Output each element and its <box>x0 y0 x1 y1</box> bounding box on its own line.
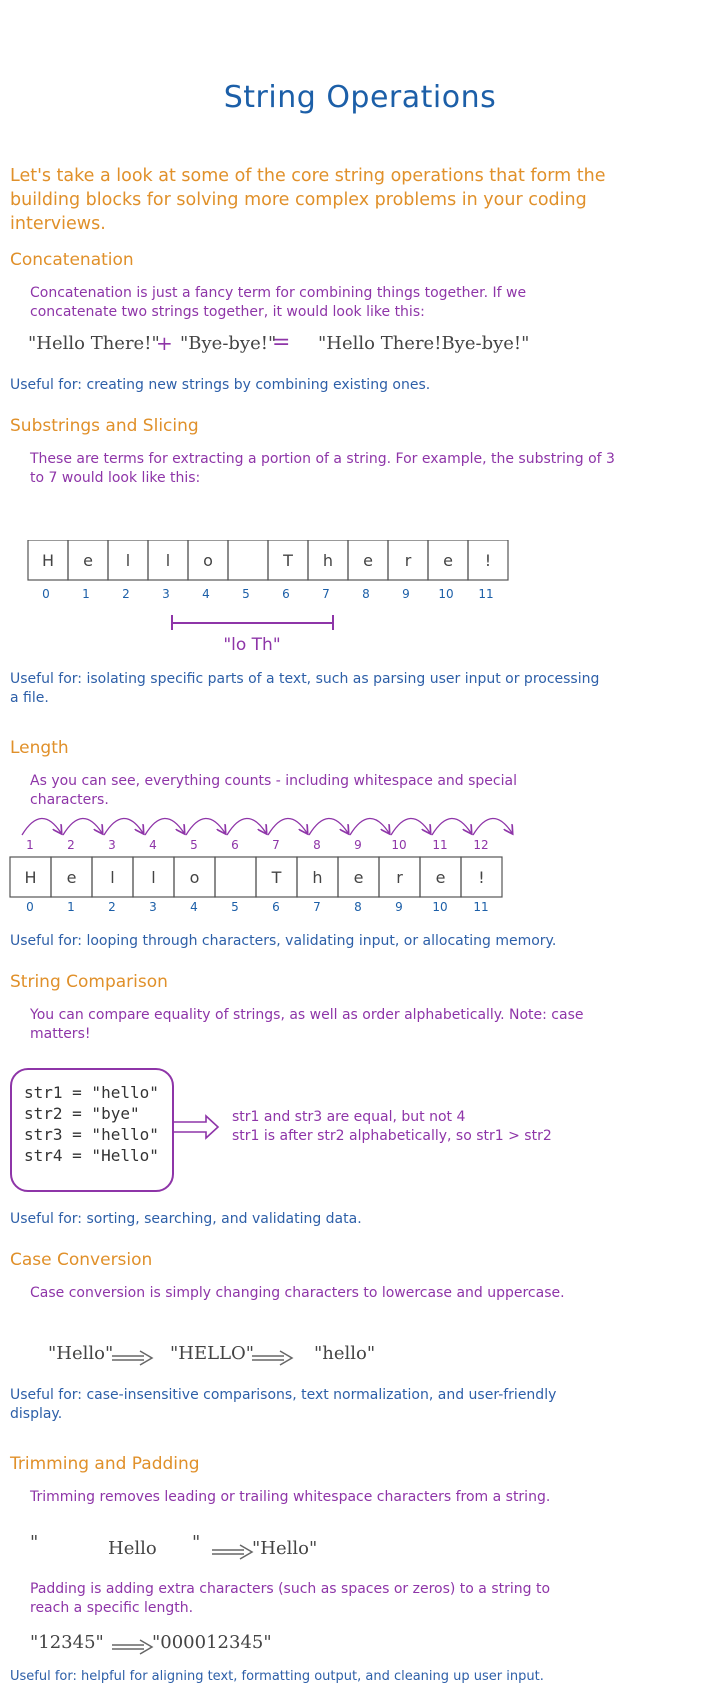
index-label: 8 <box>313 838 321 852</box>
comparison-description: You can compare equality of strings, as well as order alphabetically. Note: case matters! <box>30 1007 584 1042</box>
char-cell <box>228 540 268 580</box>
index-label: 11 <box>473 900 489 914</box>
char-label: h <box>322 551 334 570</box>
index-label: 2 <box>67 838 75 852</box>
char-label: h <box>312 868 323 887</box>
char-label: T <box>271 868 282 887</box>
substrings-useful: Useful for: isolating specific parts of a text, such as parsing user input or processing a file. <box>10 671 600 706</box>
char-label: e <box>435 868 446 887</box>
index-label: 1 <box>82 587 90 601</box>
index-label: 10 <box>438 587 454 601</box>
index-label: 9 <box>354 838 362 852</box>
trimming-description: Trimming removes leading or trailing whitespace characters from a string. <box>30 1489 551 1505</box>
case-example-lower: "hello" <box>314 1343 376 1364</box>
case-heading: Case Conversion <box>10 1250 153 1270</box>
length-heading: Length <box>10 738 69 758</box>
comparison-note-2: str1 is after str2 alphabetically, so str1 > str2 <box>232 1128 552 1144</box>
index-label: 11 <box>432 838 448 852</box>
trimming-heading: Trimming and Padding <box>10 1454 200 1474</box>
code-line: str1 = "hello" <box>24 1083 159 1102</box>
index-label: 9 <box>402 587 410 601</box>
comparison-heading: String Comparison <box>10 972 168 992</box>
char-label: T <box>283 551 293 570</box>
count-arc <box>186 818 225 835</box>
substring-diagram <box>0 540 720 660</box>
index-label: 9 <box>395 900 403 914</box>
index-label: 11 <box>478 587 494 601</box>
code-line: str2 = "bye" <box>24 1104 140 1123</box>
length-description: As you can see, everything counts - including whitespace and special characters. <box>30 773 517 808</box>
concatenation-description: Concatenation is just a fancy term for combining things together. If we concatenate two strings together, it would look like this: <box>30 285 527 320</box>
code-line: str4 = "Hello" <box>24 1146 159 1165</box>
count-arc <box>268 818 307 835</box>
char-label: e <box>66 868 77 887</box>
case-example-original: "Hello" <box>48 1343 114 1364</box>
index-label: 7 <box>322 587 330 601</box>
concatenation-useful: Useful for: creating new strings by combining existing ones. <box>10 377 431 393</box>
count-arc <box>104 818 143 835</box>
index-label: 3 <box>108 838 116 852</box>
arrow-icon <box>110 1348 156 1368</box>
index-label: 6 <box>282 587 290 601</box>
index-label: 8 <box>354 900 362 914</box>
trimming-useful: Useful for: helpful for aligning text, formatting output, and cleaning up user input. <box>10 1669 544 1684</box>
index-label: 8 <box>362 587 370 601</box>
concat-right-string: "Bye-bye!" <box>180 333 277 354</box>
index-label: 7 <box>272 838 280 852</box>
case-useful: Useful for: case-insensitive comparisons, text normalization, and user-friendly display. <box>10 1387 557 1422</box>
char-label: l <box>165 551 171 570</box>
arrow-icon <box>210 1542 256 1562</box>
trim-result: "Hello" <box>252 1538 318 1559</box>
index-label: 3 <box>162 587 170 601</box>
char-label: r <box>404 551 412 570</box>
index-label: 1 <box>67 900 75 914</box>
index-label: 7 <box>313 900 321 914</box>
index-label: 5 <box>242 587 250 601</box>
case-description: Case conversion is simply changing characters to lowercase and uppercase. <box>30 1285 565 1301</box>
index-label: 12 <box>473 838 489 852</box>
index-label: 4 <box>149 838 157 852</box>
count-arc <box>350 818 389 835</box>
char-label: ! <box>478 868 485 887</box>
char-label: e <box>363 551 373 570</box>
index-label: 4 <box>190 900 198 914</box>
plus-sign: + <box>156 331 173 355</box>
equals-sign: = <box>272 330 291 355</box>
page-title: String Operations <box>223 80 497 115</box>
pad-output: "000012345" <box>152 1632 272 1653</box>
trim-quote-open: " <box>30 1532 39 1553</box>
count-arc <box>309 818 348 835</box>
substrings-heading: Substrings and Slicing <box>10 416 199 436</box>
index-label: 0 <box>42 587 50 601</box>
trim-quote-close: " <box>192 1532 201 1553</box>
index-label: 10 <box>432 900 448 914</box>
length-diagram <box>0 805 720 915</box>
arrow-icon <box>110 1637 156 1657</box>
count-arc <box>22 818 61 835</box>
concatenation-heading: Concatenation <box>10 250 134 270</box>
pad-input: "12345" <box>30 1632 104 1653</box>
code-lines <box>24 1082 159 1166</box>
char-label: ! <box>484 551 492 570</box>
concat-left-string: "Hello There!" <box>28 333 160 354</box>
char-label: r <box>396 868 403 887</box>
char-label: l <box>125 551 131 570</box>
char-label: H <box>41 551 55 570</box>
intro-text: Let's take a look at some of the core string operations that form the building blocks for solving more complex problems in your coding interviews. <box>10 166 606 234</box>
count-arc <box>145 818 184 835</box>
count-arc <box>391 818 430 835</box>
slice-label: "lo Th" <box>223 635 281 655</box>
code-line: str3 = "hello" <box>24 1125 159 1144</box>
char-cell <box>215 857 256 897</box>
index-label: 6 <box>231 838 239 852</box>
length-useful: Useful for: looping through characters, validating input, or allocating memory. <box>10 933 557 949</box>
char-label: e <box>83 551 93 570</box>
arrow-icon <box>250 1348 296 1368</box>
char-label: l <box>110 868 115 887</box>
comparison-useful: Useful for: sorting, searching, and validating data. <box>10 1211 362 1227</box>
index-label: 2 <box>108 900 116 914</box>
count-arc <box>63 818 102 835</box>
trim-word: Hello <box>108 1538 157 1559</box>
comparison-note-1: str1 and str3 are equal, but not 4 <box>232 1109 466 1125</box>
concat-result-string: "Hello There!Bye-bye!" <box>318 333 530 354</box>
char-label: e <box>443 551 453 570</box>
char-label: H <box>24 868 37 887</box>
char-label: o <box>189 868 200 887</box>
count-arc <box>432 818 471 835</box>
substrings-description: These are terms for extracting a portion of a string. For example, the substring of 3 to 7 would look like this: <box>30 451 615 486</box>
index-label: 10 <box>391 838 407 852</box>
count-arc <box>473 818 512 835</box>
char-label: l <box>151 868 156 887</box>
comparison-arrow-icon <box>170 1112 220 1142</box>
char-label: o <box>203 551 213 570</box>
case-example-upper: "HELLO" <box>170 1343 255 1364</box>
padding-description: Padding is adding extra characters (such as spaces or zeros) to a string to reach a specific length. <box>30 1581 551 1616</box>
index-label: 2 <box>122 587 130 601</box>
count-arc <box>227 818 266 835</box>
index-label: 0 <box>26 900 34 914</box>
index-label: 6 <box>272 900 280 914</box>
index-label: 4 <box>202 587 210 601</box>
char-label: e <box>353 868 364 887</box>
code-box <box>10 1068 174 1192</box>
index-label: 5 <box>190 838 198 852</box>
index-label: 5 <box>231 900 239 914</box>
index-label: 3 <box>149 900 157 914</box>
index-label: 1 <box>26 838 34 852</box>
